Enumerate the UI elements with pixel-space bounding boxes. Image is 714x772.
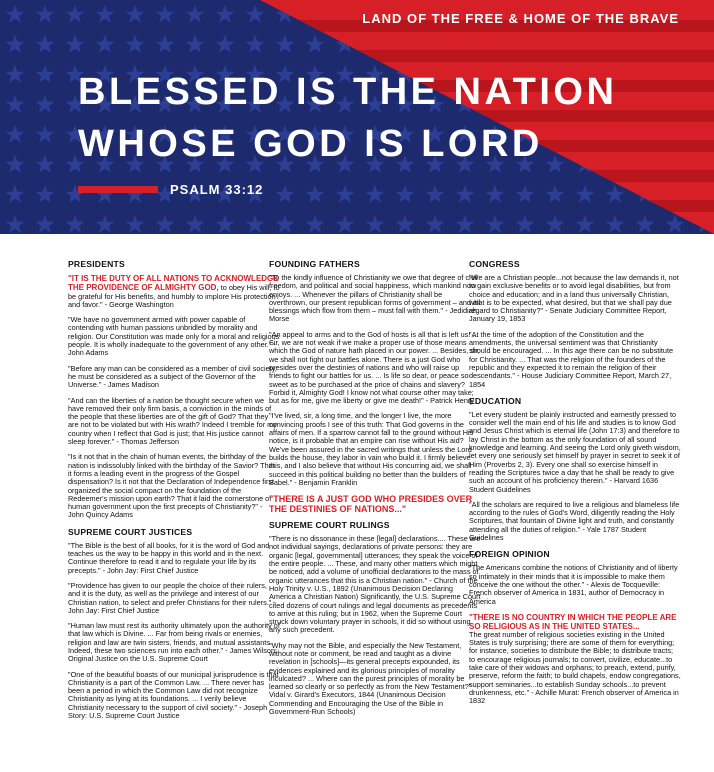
quote-tocqueville: "The Americans combine the notions of Christianity and of liberty so intimately in their minds that it is impossible to make them conceive the one without the other." - Alexis de Tocqueville: French observer of America in 1831, author of Democracy in America [469, 563, 678, 606]
quote-vidal: "Why may not the Bible, and especially the New Testament, without note or comment, be read and taught as a divine revelation in [schools]—its general precepts expounded, its evidences explained and its glorious principles of morality inculcated? ... Where can the purest principles of morality be learned so clearly or so perfectly as from the New Testament?" - Vidal v. Girard's Executors, 1844 (Unanimous Decision Commending and Encouraging the Use of the Bible in Government-Run Schools) [269, 640, 476, 717]
pull-quote-just-god: "THERE IS A JUST GOD WHO PRESIDES OVER THE DESTINIES OF NATIONS..." [269, 494, 473, 515]
column-left [68, 259, 280, 727]
section-heading-founders: FOUNDING FATHERS [269, 259, 360, 269]
quote-harvard: "Let every student be plainly instructed and earnestly pressed to consider well the main end of his life and studies is to know God and Jesus Christ which is eternal life (John 17:3) and therefore to lay Christ in the bottom as the only foundation of all sound knowledge and learning. And seeing the Lord only giveth wisdom, let every one seriously set himself by prayer in secret to seek it of Him (Proverbs 2, 3). Every one shall so exercise himself in reading the Scriptures twice a day that he shall be ready to give such an account of his proficiency therein." - Harvard 1636 Student Guidelines [469, 409, 681, 494]
quote-text: The great number of religious societies existing in the United States is truly surprising; there are some of them for everything; for instance, societies to distribute the Bible; to distribute tracts; to encourage religious journals; to convert, civilize, educate...to take care of their widows and orphans; to preach, extend, purify, preserve, reform the faith; to build chapels, endow congregations, support seminaries...to establish Sunday schools...to prevent drunkenness, etc." - Achille Murat: French observer of America in 1832 [469, 629, 681, 706]
quote-jay-2: "Providence has given to our people the choice of their rulers, and it is the duty, as well as the privilege and interest of our Christian nation, to select and prefer Christians for their rulers." - John Jay: First Chief Justice [68, 580, 276, 615]
quote-jay-1: "The Bible is the best of all books, for it is the word of God and teaches us the way to be happy in this world and in the next. Continue therefore to read it and to regulate your life by its precepts." - John Jay: First Chief Justice [68, 540, 270, 575]
quote-madison: "Before any man can be considered as a member of civil society, he must be considered as a subject of the Governor of the Universe." - James Madison [68, 363, 277, 390]
section-heading-foreign: FOREIGN OPINION [469, 549, 550, 560]
quote-henry: "An appeal to arms and to the God of hosts is all that is left us! ... Sir, we are not weak if we make a proper use of those means which the God of nature hath placed in our power. ... Besides, sir, we shall not fight our battles alone. There is a just God who presides over the destinies of nations and who will raise up friends to fight our battles for us. ... Is life so dear, or peace so sweet as to be purchased at the price of chains and slavery? Forbid it, Almighty God! I know not what course other may take; but as for me, give me liberty or give me death!" - Patrick Henry [269, 329, 480, 406]
quote-house-1854: "At the time of the adoption of the Constitution and the amendments, the universal sentiment was that Christianity should be encouraged. ... In this age there can be no substitute for Christianity. ... That was the religion of the founders of the republic and they expected it to remain the religion of their descendants." - House Judiciary Committee Report, March 27, 1854 [469, 329, 674, 389]
quote-franklin: "I've lived, sir, a long time, and the longer I live, the more convincing proofs I see of this truth: That God governs in the affairs of men. If a sparrow cannot fall to the ground without His notice, is it probable that an empire can rise without His aid? We've been assured in the sacred writings that unless the Lord builds the house, they labor in vain who build it. I firmly believe this, and I also believe that without His concurring aid, we shall succeed in this political building no better than the builders of Babel." - Benjamin Franklin [269, 411, 474, 487]
citation-accent-bar [78, 186, 158, 193]
quote-morse: "To the kindly influence of Christianity we owe that degree of civil freedom, and political and social happiness, which mankind now enjoys. ... Whenever the pillars of Christianity shall be overthrown, our present republican forms of government – and all blessings which flow from them – must fall with them." - Jedidiah Morse [269, 273, 481, 324]
title-line-2: WHOSE GOD IS LORD [78, 123, 543, 165]
quote-holy-trinity: "There is no dissonance in these [legal] declarations.... These are not individual sayings, declarations of private persons: they are organic [legal, governmental] utterances; they speak the voice of the entire people. ... These, and many other matters which might be noticed, add a volume of unofficial declarations to the mass of organic utterances that this is a Christian nation." - Church of the Holy Trinity v. U.S., 1892 (Unanimous Decision Declaring America a Christian Nation) Significantly, the U.S. Supreme Court cited dozens of court rulings and legal documents as precedents to arrive at this ruling; but in 1962, when the Supreme Court struck down voluntary prayer in schools, it did so without using any such precedent. [269, 534, 481, 635]
quote-washington [68, 274, 280, 309]
column-right [469, 259, 681, 712]
quote-senate-1853: "We are a Christian people...not because the law demands it, not to gain exclusive benefits or to avoid legal disabilities, but from choice and education; and in a land thus universally Christian, what is to be expected, what desired, but that we shall pay due regard to Christianity?" - Senate Judiciary Committee Report, January 19, 1853 [469, 273, 679, 324]
quote-jefferson: "And can the liberties of a nation be thought secure when we have removed their only firm basis, a conviction in the minds of the people that these liberties are of the gift of God? That they are not to be violated but with His wrath? Indeed I tremble for my country when I reflect that God is just; that His justice cannot sleep forever." - Thomas Jefferson [68, 395, 277, 447]
flag-banner [0, 0, 714, 234]
section-heading-rulings: SUPREME COURT RULINGS [269, 520, 390, 531]
page-title [78, 66, 617, 170]
section-heading-education: EDUCATION [469, 395, 522, 406]
quote-text: to obey His will, to be grateful for His benefits, and humbly to implore His protection and favor." - George Washington [68, 283, 280, 309]
title-line-1: BLESSED IS THE NATION [78, 71, 618, 113]
section-heading-justices: SUPREME COURT JUSTICES [68, 526, 193, 537]
column-middle [269, 259, 481, 723]
quote-wilson: "Human law must rest its authority ultimately upon the authority of that law which is Divine. ... Far from being rivals or enemies, religion and law are twin sisters, friends, and mutual assistants. Indeed, these two sciences run into each other." - James Wilson: Original Justice on the U.S. Supreme Court [68, 621, 280, 664]
scripture-citation: PSALM 33:12 [170, 182, 264, 197]
quote-story: "One of the beautiful boasts of our municipal jurisprudence is that Christianity is a part of the Common Law. ... There never has been a period in which the Common Law did not recognize Christianity as lying at its foundations. ... I verily believe Christianity necessary to the support of civil society." - Joseph Story: U.S. Supreme Court Justice [68, 669, 279, 721]
tagline: LAND OF THE FREE & HOME OF THE BRAVE [362, 11, 679, 26]
quote-highlight: "THERE IS NO COUNTRY IN WHICH THE PEOPLE ARE SO RELIGIOUS AS IN THE UNITED STATES... [469, 612, 677, 631]
section-heading-congress: CONGRESS [469, 259, 520, 269]
quote-adams: "We have no government armed with power capable of contending with human passions unbridled by morality and religion. Our Constitution was made only for a moral and religious people. It is wholly inadequate to the government of any other." - John Adams [68, 315, 280, 358]
section-heading-presidents: PRESIDENTS [68, 259, 125, 269]
quote-highlight: "IT IS THE DUTY OF ALL NATIONS TO ACKNOWLEDGE THE PROVIDENCE OF ALMIGHTY GOD, [68, 274, 279, 293]
quote-murat [469, 613, 681, 706]
quote-yale: "All the scholars are required to live a religious and blameless life according to the rules of God's Word, diligently reading the Holy Scriptures, that fountain of Divine light and truth, and constantly attending all the duties of religion." - Yale 1787 Student Guidelines [469, 499, 680, 543]
quote-jq-adams: "Is it not that in the chain of human events, the birthday of the nation is indissolubly linked with the birthday of the Savior? That it forms a leading event in the progress of the Gospel dispensation? Is it not that the Declaration of Independence first organized the social compact on the foundation of the Redeemer's mission upon earth? That it laid the cornerstone of human government upon the first precepts of Christianity?" - John Quincy Adams [68, 452, 275, 520]
